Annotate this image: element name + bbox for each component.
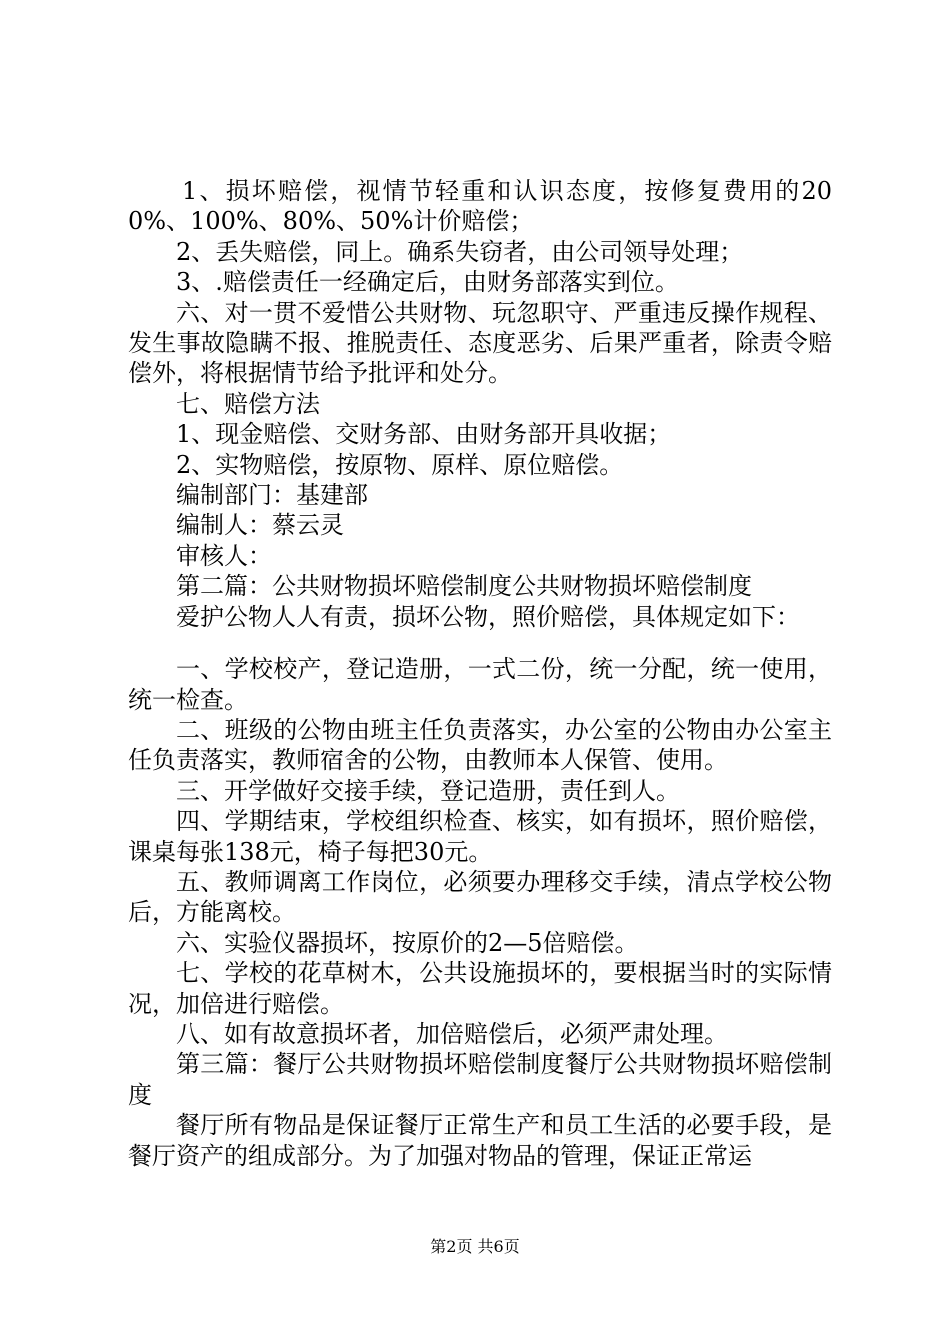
- paragraph: 3、.赔偿责任一经确定后，由财务部落实到位。: [176, 268, 679, 297]
- paragraph: 餐厅所有物品是保证餐厅正常生产和员工生活的必要手段，是餐厅资产的组成部分。为了加强对物品的管理，保证正常运: [128, 1111, 832, 1170]
- prepared-by-person: 编制人：蔡云灵: [176, 511, 344, 540]
- document-body: [128, 176, 832, 1171]
- paragraph: 二、班级的公物由班主任负责落实，办公室的公物由办公室主任负责落实，教师宿舍的公物，由教师本人保管、使用。: [128, 715, 832, 775]
- paragraph: 2、丢失赔偿，同上。确系失窃者，由公司领导处理；: [176, 237, 744, 266]
- paragraph: 一、学校校产，登记造册，一式二份，统一分配，统一使用，统一检查。: [128, 655, 832, 714]
- paragraph: 1、损坏赔偿，视情节轻重和认识态度，按修复费用的200%、100%、80%、50%计价赔偿；: [128, 177, 832, 236]
- paragraph: 六、对一贯不爱惜公共财物、玩忽职守、严重违反操作规程、发生事故隐瞒不报、推脱责任、态度恶劣、后果严重者，除责令赔偿外，将根据情节给予批评和处分。: [128, 298, 832, 388]
- paragraph: 五、教师调离工作岗位，必须要办理移交手续，清点学校公物后，方能离校。: [128, 867, 832, 927]
- paragraph: 六、实验仪器损坏，按原价的2—5倍赔偿。: [176, 928, 639, 957]
- chapter-title: 第二篇：公共财物损坏赔偿制度公共财物损坏赔偿制度: [176, 572, 752, 601]
- paragraph: 1、现金赔偿、交财务部、由财务部开具收据；: [176, 420, 672, 449]
- paragraph: 2、实物赔偿，按原物、原样、原位赔偿。: [176, 450, 624, 479]
- page-number-footer: 第2页 共6页: [430, 1237, 520, 1256]
- chapter-title: 第三篇：餐厅公共财物损坏赔偿制度餐厅公共财物损坏赔偿制度: [128, 1050, 832, 1109]
- prepared-by-department: 编制部门：基建部: [176, 481, 368, 510]
- reviewer: 审核人：: [176, 541, 272, 570]
- paragraph: 四、学期结束，学校组织检查、核实，如有损坏，照价赔偿，课桌每张138元，椅子每把30元。: [128, 807, 832, 866]
- paragraph: 爱护公物人人有责，损坏公物，照价赔偿，具体规定如下：: [176, 602, 800, 631]
- section-heading: 七、赔偿方法: [176, 389, 320, 418]
- paragraph: 八、如有故意损坏者，加倍赔偿后，必须严肃处理。: [176, 1019, 728, 1048]
- paragraph: 三、开学做好交接手续，登记造册，责任到人。: [176, 776, 680, 805]
- paragraph: 七、学校的花草树木，公共设施损坏的，要根据当时的实际情况，加倍进行赔偿。: [128, 959, 832, 1018]
